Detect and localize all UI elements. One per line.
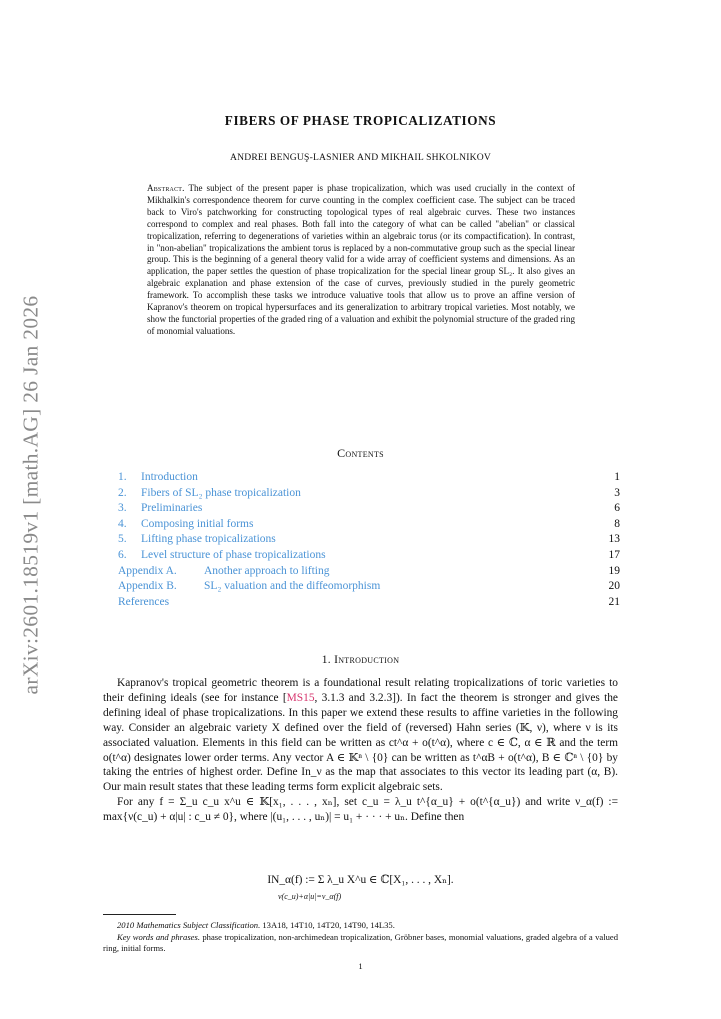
toc-entry-title[interactable]: Introduction: [141, 471, 198, 483]
toc-entry-number[interactable]: 2.: [118, 486, 127, 499]
toc-entry-lifting[interactable]: [118, 532, 620, 548]
toc-entry-introduction[interactable]: [118, 470, 620, 486]
abstract-text: The subject of the present paper is phase tropicalization, which was used crucially in the context of Mikhalkin's correspondence theorem for curve counting in the complex coefficient case. The subject can be traced back to Viro's patchworking for constructing topological types of real algebraic curves. These two instances correspond to complex and real phases. Both fall into the category of what can be called "abelian" or classical tropicalization, referring to degenerations of varieties within an algebraic torus (or its compactification). In contrast, in "non-abelian" tropicalizations the ambient torus is replaced by a non-commutative group such as the special linear group. This is the beginning of a general theory valid for a wide array of coefficient systems and dimensions. As an application, the paper settles the question of phase tropicalization for the special linear group SL₂. It also gives an algebraic explanation and phase extension of the case of curves, previously studied in the purely geometric framework. To accomplish these tasks we introduce valuative tools that allow us to prove an affine version of Kapranov's theorem on tropical hypersurfaces and its generalization to arbitrary tropical varieties. Most notably, we show the functorial properties of the graded ring of a valuation and exhibit the polynomial structure of the graded ring of monomial valuations.: [147, 183, 575, 336]
toc-entry-appendix-a[interactable]: [118, 564, 620, 580]
footnote-label: 2010 Mathematics Subject Classification.: [117, 920, 261, 930]
paragraph: For any f = Σ_u c_u x^u ∈ 𝕂[x₁, . . . , xₙ], set c_u = λ_u t^{α_u} + o(t^{α_u}) and write ν_α(f) := max{ν(c_u) + α|u| : c_u ≠ 0}, where |(u₁, . . . , uₙ)| = u₁ + · · · + uₙ. Define then: [103, 796, 618, 824]
toc-entry-page: 13: [608, 533, 620, 546]
paragraph-text: , 3.1.3 and 3.2.3]). In fact the theorem is stronger and gives the defining ideal of phase tropicalizations. In this paper we extend these results to affine varieties in the following way. Consider an algebraic variety X defined over the field of (reversed) Hahn series (𝕂, ν), where ν is its associated valuation. Elements in this field can be written as ct^α + o(t^α), where c ∈ ℂ, α ∈ ℝ and the term o(t^α) designates lower order terms. Any vector A ∈ 𝕂ⁿ \ {0} can be written as t^αB + o(t^α), B ∈ ℂⁿ \ {0} by taking the entries of highest order. Define In_ν as the map that associates to this vector its leading part (α, B). Our main result states that these leading terms form explicit algebraic sets.: [103, 691, 618, 794]
toc-entry-page: 8: [614, 517, 620, 530]
toc-entry-title[interactable]: Another approach to lifting: [204, 564, 330, 577]
section-body: [103, 676, 618, 825]
equation-subscript: ν(c_u)+α|u|=ν_α(f): [278, 892, 342, 901]
toc-entry-title[interactable]: Composing initial forms: [141, 517, 254, 530]
toc-entry-number[interactable]: 5.: [118, 533, 127, 546]
toc-entry-preliminaries[interactable]: [118, 501, 620, 517]
toc-entry-title[interactable]: Preliminaries: [141, 502, 203, 515]
footnote-text: phase tropicalization, non-archimedean tropicalization, Gröbner bases, monomial valuations, graded algebra of a valued ring, initial forms.: [103, 931, 618, 954]
toc-entry-number[interactable]: 3.: [118, 502, 127, 515]
footnote-text: 13A18, 14T10, 14T20, 14T90, 14L35.: [262, 920, 395, 930]
paragraph: [103, 676, 618, 795]
table-of-contents: [118, 470, 620, 610]
arxiv-identifier: arXiv:2601.18519v1 [math.AG] 26 Jan 2026: [18, 295, 43, 695]
toc-entry-title[interactable]: Fibers of SL₂ phase tropicalization: [141, 486, 301, 499]
toc-entry-fibers[interactable]: [118, 486, 620, 502]
toc-entry-references[interactable]: [118, 595, 620, 611]
toc-entry-page: 19: [608, 564, 620, 577]
footnote-rule: [103, 914, 176, 915]
paper-authors: ANDREI BENGUŞ-LASNIER AND MIKHAIL SHKOLNIKOV: [229, 152, 492, 163]
footnote-msc: [103, 920, 618, 932]
toc-entry-number[interactable]: Appendix B.: [118, 580, 177, 593]
toc-entry-number[interactable]: 6.: [118, 548, 127, 561]
toc-entry-title[interactable]: Lifting phase tropicalizations: [141, 533, 276, 546]
toc-entry-number[interactable]: 4.: [118, 517, 127, 530]
toc-entry-composing[interactable]: [118, 517, 620, 533]
toc-entry-page: 21: [608, 595, 620, 608]
footnote-label: Key words and phrases.: [117, 931, 200, 942]
abstract: [147, 183, 575, 338]
toc-entry-page: 1: [614, 471, 620, 483]
display-equation: [103, 872, 618, 901]
footnotes: [103, 920, 618, 955]
toc-entry-number[interactable]: Appendix A.: [118, 564, 177, 577]
section-heading: 1. Introduction: [321, 654, 400, 666]
citation-link[interactable]: MS15: [286, 691, 315, 704]
contents-heading: Contents: [337, 446, 384, 460]
toc-entry-page: 17: [608, 548, 620, 561]
page-number: 1: [358, 961, 363, 971]
equation-main: IN_α(f) := Σ λ_u X^u ∈ ℂ[X₁, . . . , Xₙ].: [267, 874, 454, 886]
toc-entry-page: 6: [614, 502, 620, 515]
toc-entry-page: 20: [608, 580, 620, 593]
toc-entry-number[interactable]: 1.: [118, 471, 127, 483]
abstract-label: Abstract.: [147, 183, 185, 193]
toc-entry-page: 3: [614, 486, 620, 499]
toc-entry-title[interactable]: Level structure of phase tropicalizations: [141, 548, 326, 561]
toc-entry-title[interactable]: References: [118, 595, 170, 608]
toc-entry-title[interactable]: SL₂ valuation and the diffeomorphism: [204, 580, 381, 593]
toc-entry-level-structure[interactable]: [118, 548, 620, 564]
paragraph-text: Kapranov's tropical geometric theorem is a foundational result relating tropicalizations of toric varieties to their defining ideals (see for instance [: [103, 677, 618, 704]
toc-entry-appendix-b[interactable]: [118, 579, 620, 595]
footnote-keywords: [103, 932, 618, 955]
paper-title: FIBERS OF PHASE TROPICALIZATIONS: [224, 113, 497, 128]
